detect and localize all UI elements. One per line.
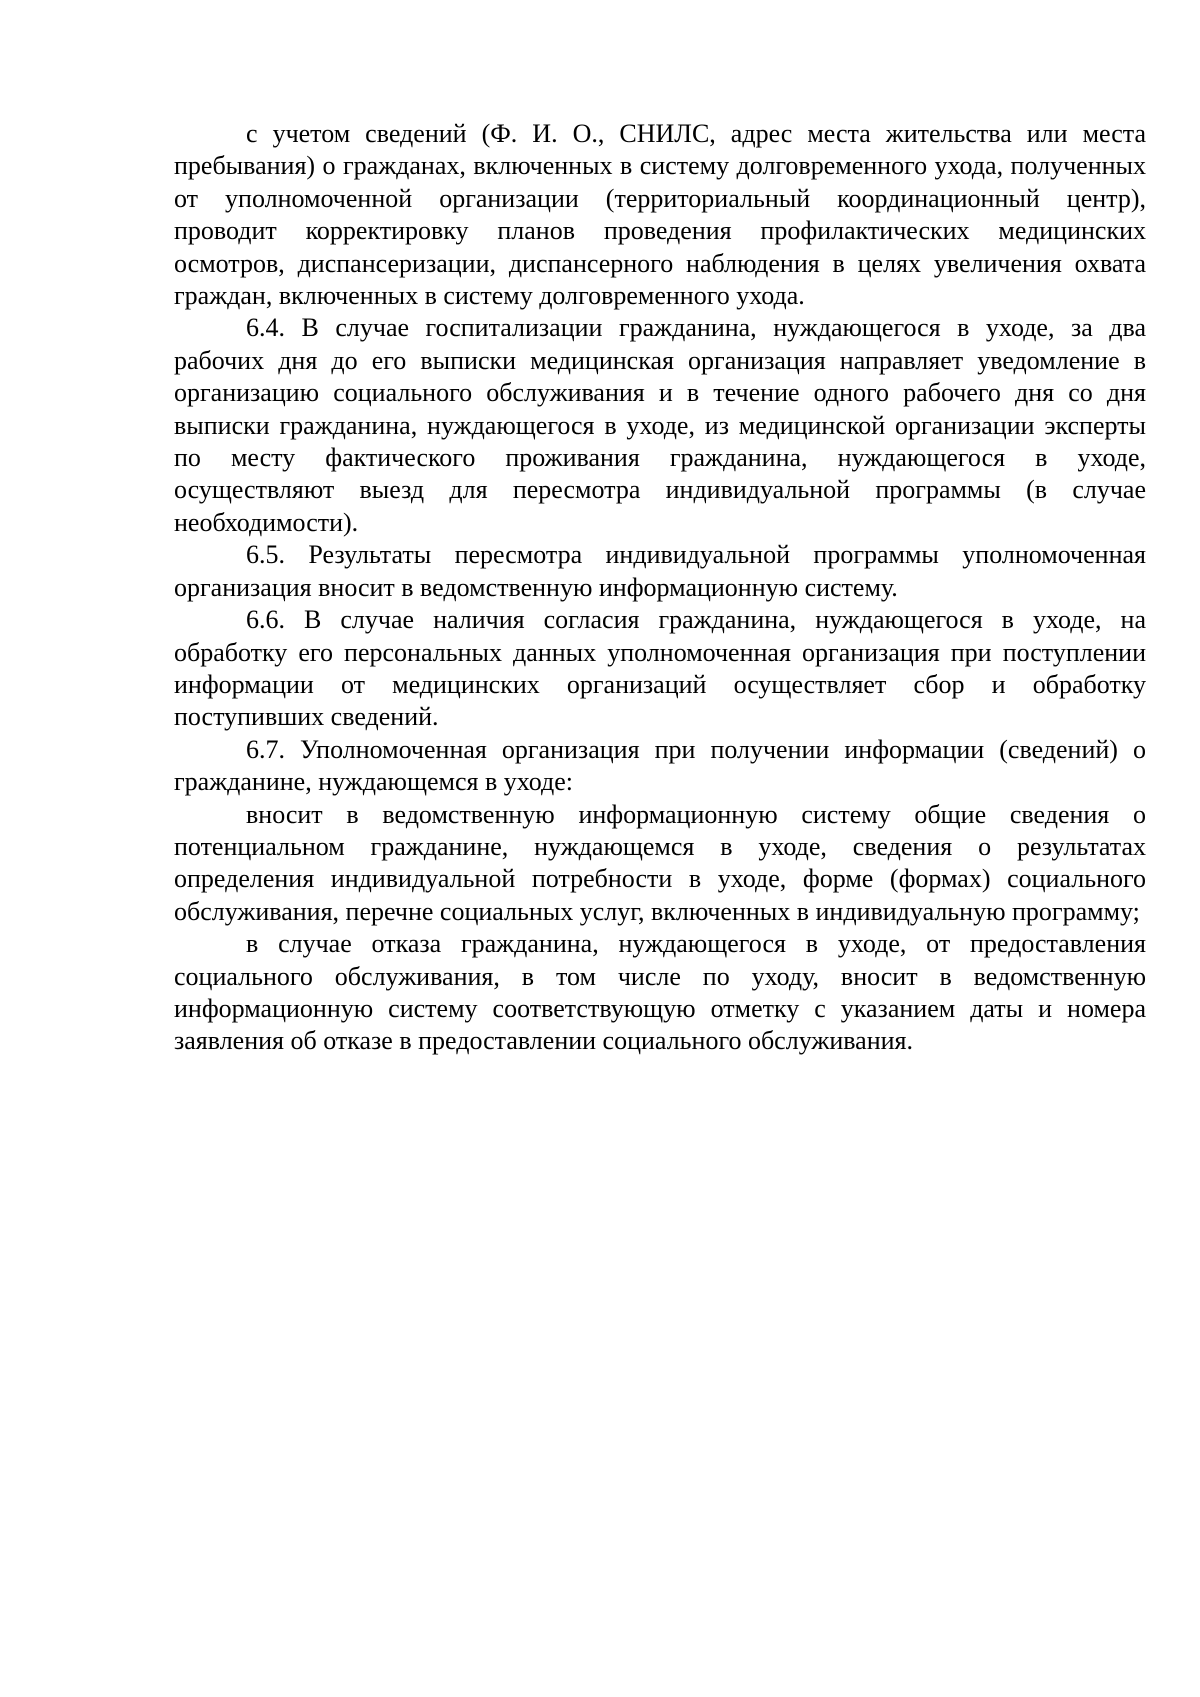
paragraph-6-4: 6.4. В случае госпитализации гражданина, нуждающегося в уходе, за два рабочих дня до его выписки медицинская организация направляет уведомление в организацию социального обслуживания и в течение одного рабочего дня со дня выписки гражданина, нуждающегося в уходе, из медицинской организации эксперты по месту фактического проживания гражданина, нуждающегося в уходе, осуществляют выезд для пересмотра индивидуальной программы (в случае необходимости). [174,313,1146,537]
paragraph-continuation: с учетом сведений (Ф. И. О., СНИЛС, адрес места жительства или места пребывания) о гражданах, включенных в систему долговременного ухода, полученных от уполномоченной организации (территориальный координационный центр), проводит корректировку планов проведения профилактических медицинских осмотров, диспансеризации, диспансерного наблюдения в целях увеличения охвата граждан, включенных в систему долговременного ухода. [174,119,1146,311]
paragraph-6-5: 6.5. Результаты пересмотра индивидуальной программы уполномоченная организация вносит в ведомственную информационную систему. [174,540,1146,602]
paragraph-6-7-item-1: вносит в ведомственную информационную систему общие сведения о потенциальном гражданине, нуждающемся в уходе, сведения о результатах определения индивидуальной потребности в уходе, форме (формах) социального обслуживания, перечне социальных услуг, включенных в индивидуальную программу; [174,799,1146,926]
paragraph-6-7: 6.7. Уполномоченная организация при получении информации (сведений) о гражданине, нуждающемся в уходе: [174,734,1146,797]
document-body [174,118,1146,1058]
paragraph-6-7-item-2: в случае отказа гражданина, нуждающегося в уходе, от предоставления социального обслуживания, в том числе по уходу, вносит в ведомственную информационную систему соответствующую отметку с указанием даты и номера заявления об отказе в предоставлении социального обслуживания. [174,929,1146,1056]
paragraph-6-6: 6.6. В случае наличия согласия гражданина, нуждающегося в уходе, на обработку его персональных данных уполномоченная организация при поступлении информации от медицинских организаций осуществляет сбор и обработку поступивших сведений. [174,605,1146,732]
